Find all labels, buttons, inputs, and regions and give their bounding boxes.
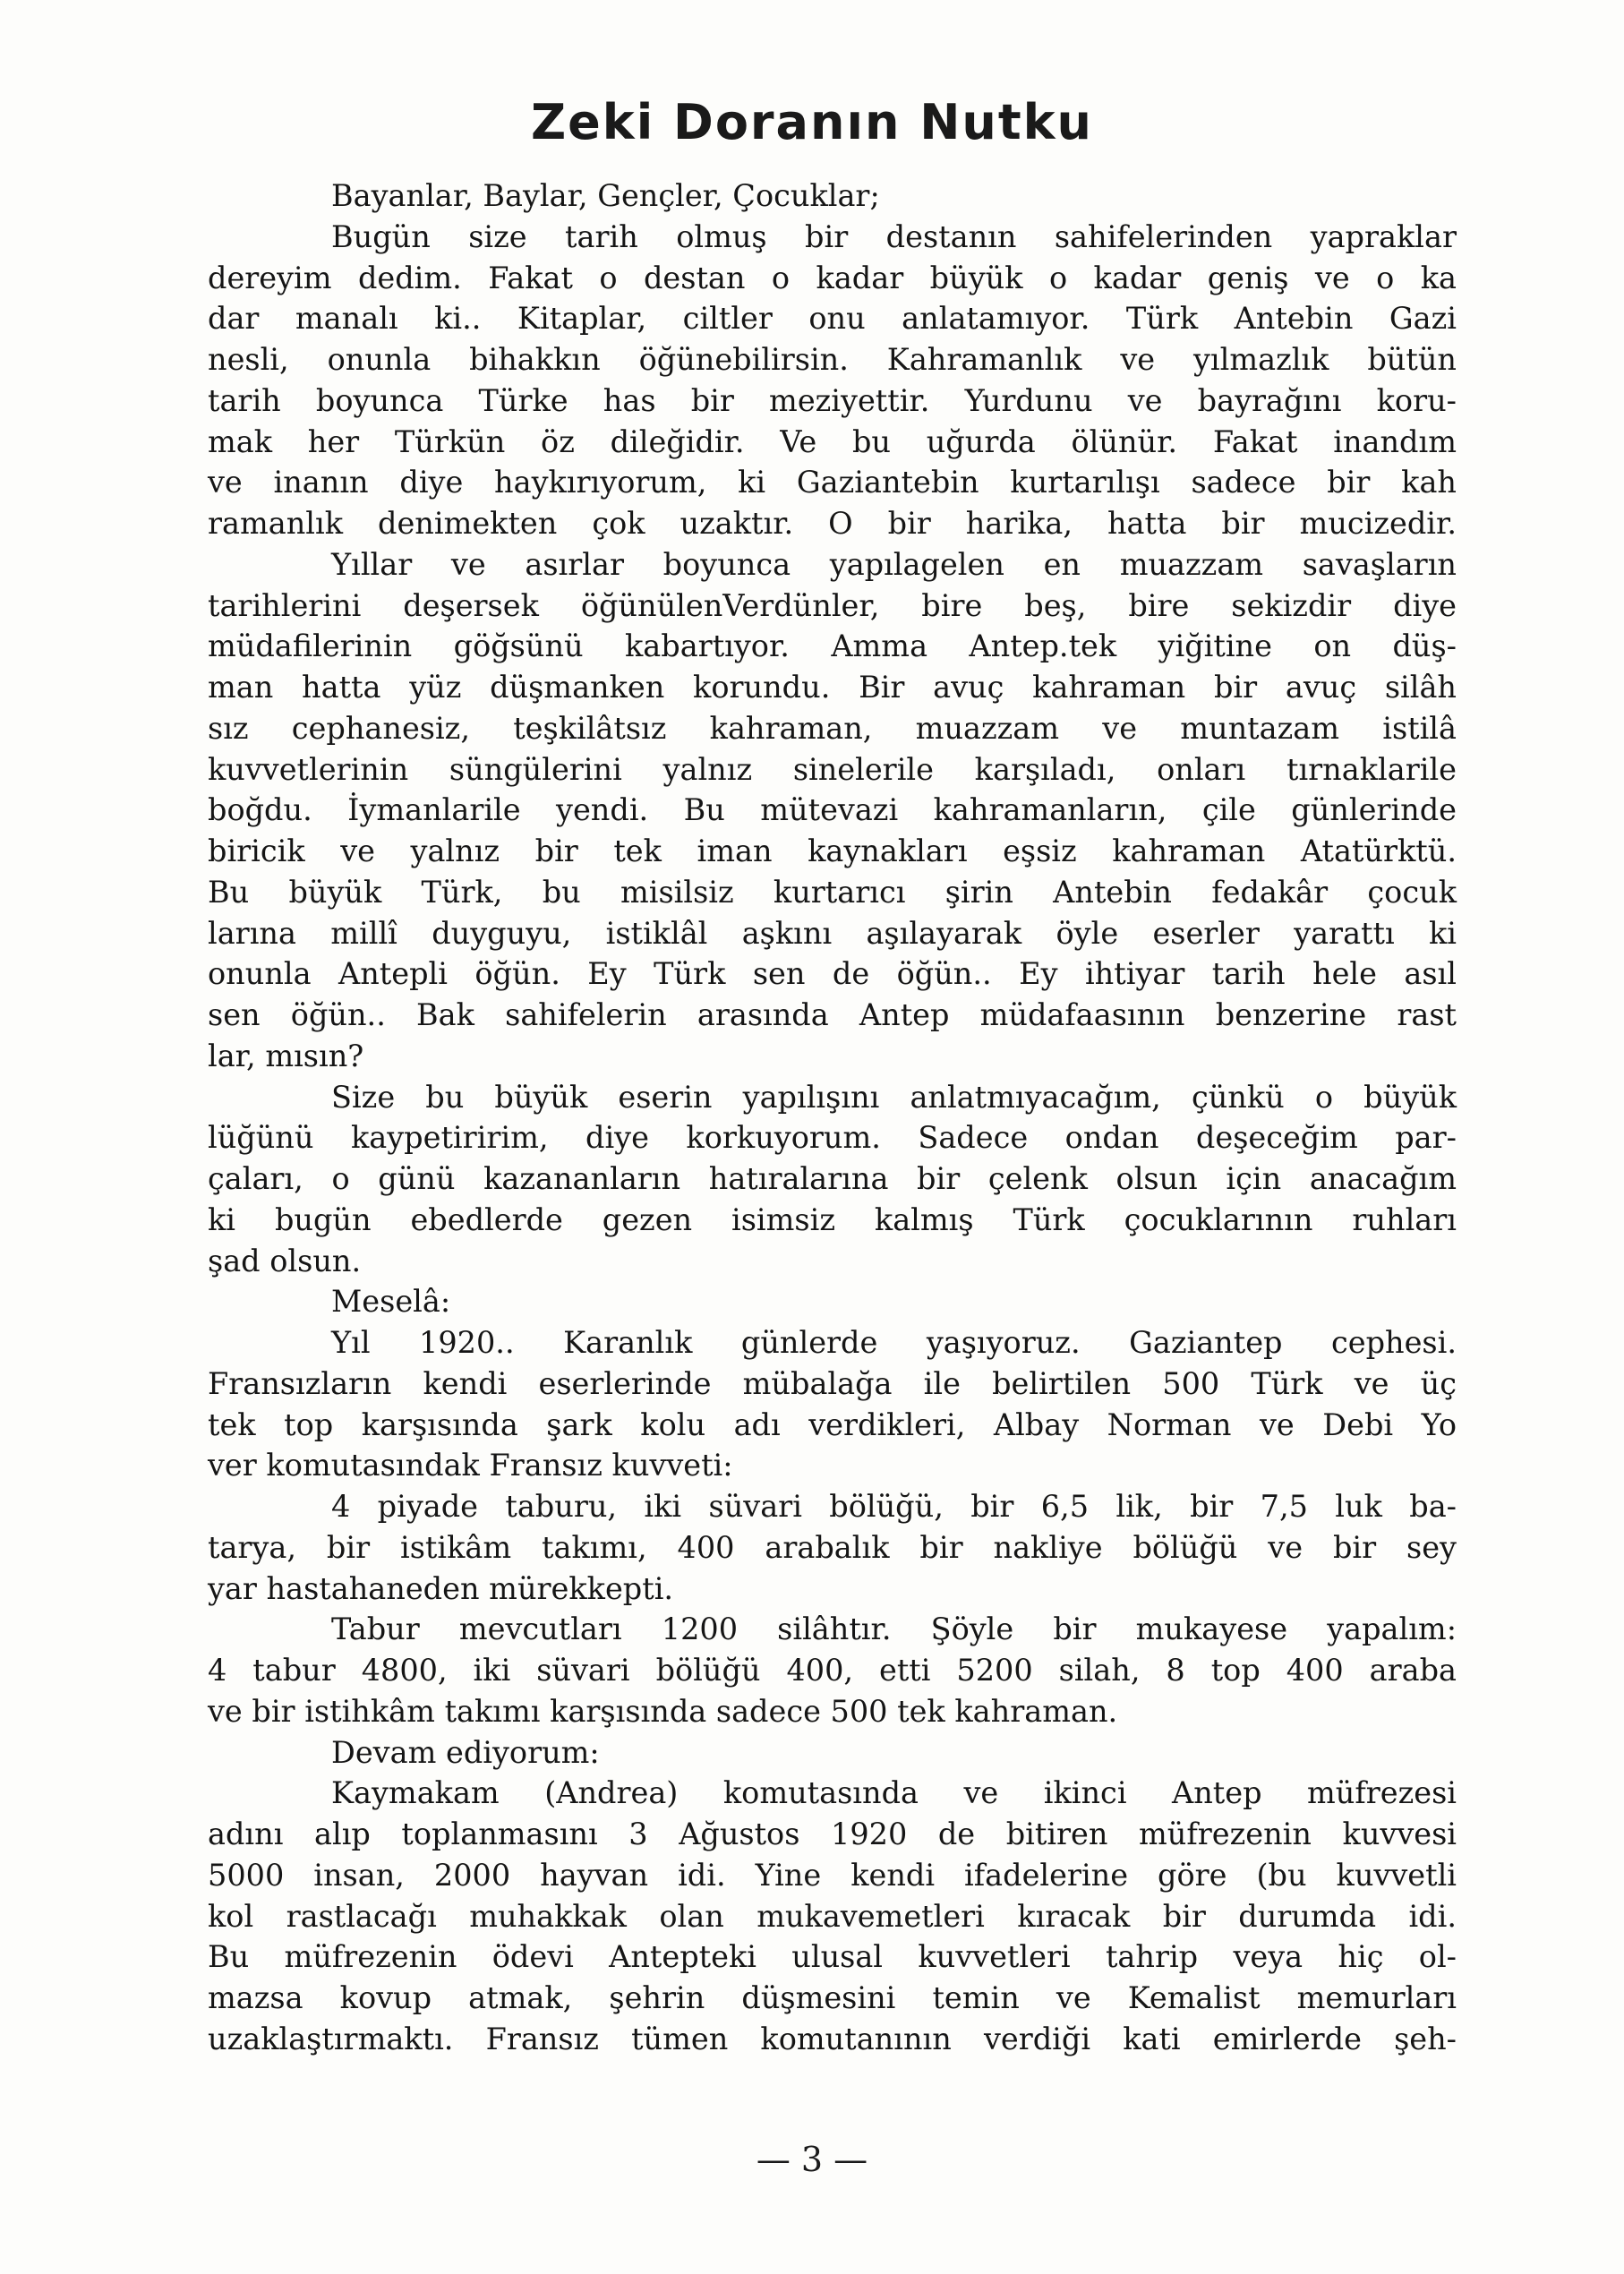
text-line: uzaklaştırmaktı. Fransız tümen komutanının verdiği kati emirlerde şeh-: [208, 2021, 1457, 2056]
text-line: onunla Antepli öğün. Ey Türk sen de öğün.. Ey ihtiyar tarih hele asıl: [208, 956, 1457, 992]
text-line: kol rastlacağı muhakkak olan mukavemetleri kıracak bir durumda idi.: [208, 1898, 1457, 1934]
text-line: man hatta yüz düşmanken korundu. Bir avuç kahraman bir avuç silâh: [208, 670, 1457, 705]
text-line: dar manalı ki.. Kitaplar, ciltler onu anlatamıyor. Türk Antebin Gazi: [208, 301, 1457, 337]
text-line: ve bir istihkâm takımı karşısında sadece 500 tek kahraman.: [208, 1693, 1118, 1729]
text-line: Devam ediyorum:: [331, 1734, 600, 1770]
text-line: müdafilerinin göğsünü kabartıyor. Amma Antep.tek yiğitine on düş-: [208, 628, 1457, 664]
text-line: boğdu. İymanlarile yendi. Bu mütevazi kahramanların, çile günlerinde: [208, 792, 1457, 828]
text-line: Kaymakam (Andrea) komutasında ve ikinci Antep müfrezesi: [331, 1775, 1457, 1811]
text-line: Bu büyük Türk, bu misilsiz kurtarıcı şirin Antebin fedakâr çocuk: [208, 874, 1457, 910]
text-line: biricik ve yalnız bir tek iman kaynakları eşsiz kahraman Atatürktü.: [208, 834, 1457, 868]
text-line: lar, mısın?: [208, 1038, 364, 1073]
text-line: lüğünü kaypetiririm, diye korkuyorum. Sadece ondan deşeceğim par-: [208, 1120, 1457, 1156]
text-line: Bugün size tarih olmuş bir destanın sahifelerinden yapraklar: [331, 218, 1457, 254]
text-line: tarih boyunca Türke has bir meziyettir. Yurdunu ve bayrağını koru-: [208, 382, 1457, 418]
text-line: Yıl 1920.. Karanlık günlerde yaşıyoruz. Gaziantep cephesi.: [331, 1325, 1457, 1360]
text-line: ve inanın diye haykırıyorum, ki Gaziantebin kurtarılışı sadece bir kah: [208, 465, 1457, 500]
text-line: sız cephanesiz, teşkilâtsız kahraman, muazzam ve muntazam istilâ: [208, 710, 1457, 746]
text-line: ver komutasındak Fransız kuvveti:: [208, 1448, 733, 1483]
text-line: Tabur mevcutları 1200 silâhtır. Şöyle bir mukayese yapalım:: [331, 1611, 1457, 1647]
text-line: ramanlık denimekten çok uzaktır. O bir harika, hatta bir mucizedir.: [208, 506, 1457, 541]
text-line: Bu müfrezenin ödevi Antepteki ulusal kuvvetleri tahrip veya hiç ol-: [208, 1939, 1457, 1975]
text-line: tek top karşısında şark kolu adı verdikleri, Albay Norman ve Debi Yo: [208, 1406, 1457, 1442]
text-line: tarya, bir istikâm takımı, 400 arabalık bir nakliye bölüğü ve bir sey: [208, 1529, 1457, 1565]
text-line: şad olsun.: [208, 1243, 362, 1278]
text-line: mazsa kovup atmak, şehrin düşmesini temin ve Kemalist memurları: [208, 1980, 1457, 2015]
text-line: sen öğün.. Bak sahifelerin arasında Antep müdafaasının benzerine rast: [208, 997, 1457, 1032]
text-line: yar hastahaneden mürekkepti.: [208, 1570, 674, 1606]
text-line: mak her Türkün öz dileğidir. Ve bu uğurda ölünür. Fakat inandım: [208, 423, 1457, 459]
text-line: dereyim dedim. Fakat o destan o kadar büyük o kadar geniş ve o ka: [208, 260, 1457, 295]
text-line: kuvvetlerinin süngülerini yalnız sinelerile karşıladı, onları tırnaklarile: [208, 751, 1457, 787]
page-number: — 3 —: [756, 2140, 868, 2179]
page-title: Zeki Doranın Nutku: [531, 94, 1093, 150]
text-line: çaları, o günü kazananların hatıralarına bir çelenk olsun için anacağım: [208, 1161, 1457, 1196]
text-line: Meselâ:: [331, 1284, 451, 1320]
text-line: adını alıp toplanmasını 3 Ağustos 1920 de bitiren müfrezenin kuvvesi: [208, 1817, 1457, 1851]
text-line: tarihlerini deşersek öğünülenVerdünler, bire beş, bire sekizdir diye: [208, 587, 1457, 623]
text-line: 4 tabur 4800, iki süvari bölüğü 400, etti 5200 silah, 8 top 400 araba: [208, 1653, 1457, 1688]
text-line: nesli, onunla bihakkın öğünebilirsin. Kahramanlık ve yılmazlık bütün: [208, 342, 1457, 377]
text-line: Yıllar ve asırlar boyunca yapılagelen en muazzam savaşların: [331, 546, 1457, 582]
text-line: 5000 insan, 2000 hayvan idi. Yine kendi ifadelerine göre (bu kuvvetli: [208, 1857, 1457, 1893]
text-line: ki bugün ebedlerde gezen isimsiz kalmış Türk çocuklarının ruhları: [208, 1201, 1457, 1237]
text-line: 4 piyade taburu, iki süvari bölüğü, bir 6,5 lik, bir 7,5 luk ba-: [331, 1489, 1457, 1524]
text-line: Bayanlar, Baylar, Gençler, Çocuklar;: [331, 178, 880, 213]
text-line: Fransızların kendi eserlerinde mübalağa ile belirtilen 500 Türk ve üç: [208, 1365, 1457, 1401]
text-line: Size bu büyük eserin yapılışını anlatmıyacağım, çünkü o büyük: [331, 1079, 1457, 1115]
text-line: larına millî duyguyu, istiklâl aşkını aşılayarak öyle eserler yarattı ki: [208, 915, 1457, 951]
body-text: [208, 175, 1457, 2060]
